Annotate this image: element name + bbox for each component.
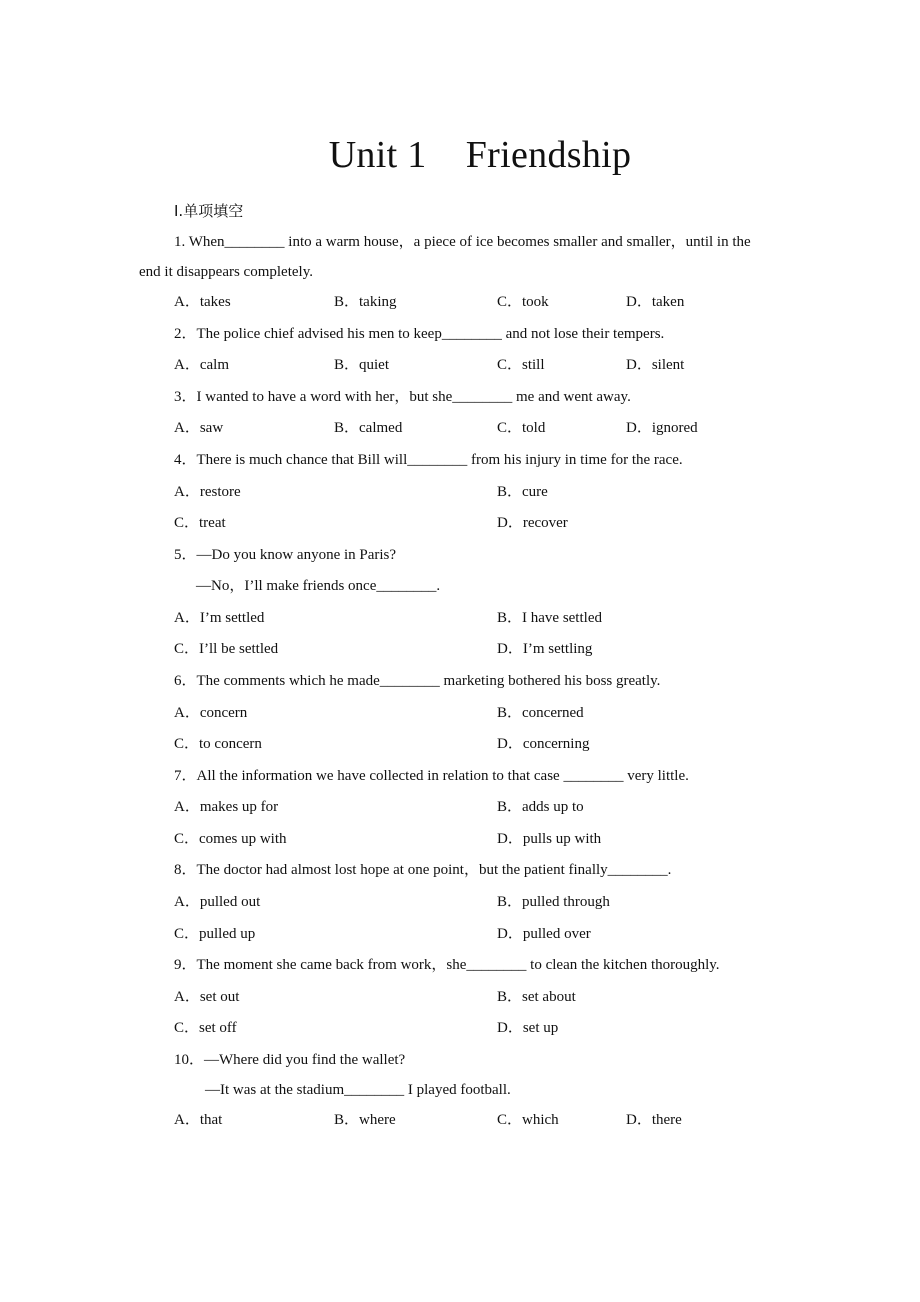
question-7-option-d: D．pulls up with — [497, 831, 602, 847]
page-title: Unit 1 Friendship — [328, 134, 632, 176]
question-6-option-a: A．concern — [174, 705, 248, 721]
question-6-option-b: B．concerned — [497, 705, 584, 721]
question-6-option-c: C．to concern — [174, 736, 262, 752]
question-8-stem: 8．The doctor had almost lost hope at one point，but the patient finally________. — [174, 862, 672, 878]
question-3-option-b: B．calmed — [334, 420, 403, 436]
question-7-option-b: B．adds up to — [497, 799, 584, 815]
question-1-option-d: D．taken — [626, 294, 685, 310]
question-5-stem-line-2: —No，I’ll make friends once________. — [196, 578, 441, 594]
question-1-option-c: C．took — [497, 294, 549, 310]
question-1-stem-line-1: 1. When________ into a warm house，a piece of ice becomes smaller and smaller，until in the — [174, 234, 751, 250]
question-9-option-a: A．set out — [174, 989, 240, 1005]
question-1-option-a: A．takes — [174, 294, 231, 310]
question-10-option-d: D．there — [626, 1112, 682, 1128]
question-4-stem: 4．There is much chance that Bill will________ from his injury in time for the race. — [174, 452, 683, 468]
question-1-option-b: B．taking — [334, 294, 397, 310]
question-7-option-c: C．comes up with — [174, 831, 287, 847]
question-6-option-d: D．concerning — [497, 736, 590, 752]
question-4-option-b: B．cure — [497, 484, 548, 500]
question-5-option-d: D．I’m settling — [497, 641, 593, 657]
question-9-option-c: C．set off — [174, 1020, 237, 1036]
question-3-option-c: C．told — [497, 420, 546, 436]
question-2-stem: 2．The police chief advised his men to keep________ and not lose their tempers. — [174, 326, 665, 342]
question-10-option-a: A．that — [174, 1112, 223, 1128]
question-10-option-c: C．which — [497, 1112, 559, 1128]
question-3-option-d: D．ignored — [626, 420, 698, 436]
question-9-stem: 9．The moment she came back from work，she________ to clean the kitchen thoroughly. — [174, 957, 720, 973]
question-9-option-b: B．set about — [497, 989, 576, 1005]
question-8-option-c: C．pulled up — [174, 926, 256, 942]
question-2-option-b: B．quiet — [334, 357, 389, 373]
question-8-option-d: D．pulled over — [497, 926, 591, 942]
question-3-stem: 3．I wanted to have a word with her，but she________ me and went away. — [174, 389, 631, 405]
question-4-option-d: D．recover — [497, 515, 568, 531]
question-2-option-d: D．silent — [626, 357, 685, 373]
question-4-option-a: A．restore — [174, 484, 241, 500]
question-5-stem-line-1: 5．—Do you know anyone in Paris? — [174, 547, 397, 563]
question-8-option-a: A．pulled out — [174, 894, 261, 910]
question-5-option-b: B．I have settled — [497, 610, 602, 626]
section-heading: Ⅰ.单项填空 — [174, 202, 244, 220]
question-5-option-a: A．I’m settled — [174, 610, 265, 626]
question-5-option-c: C．I’ll be settled — [174, 641, 279, 657]
question-10-stem-line-2: —It was at the stadium________ I played football. — [205, 1082, 511, 1098]
question-10-stem-line-1: 10．—Where did you find the wallet? — [174, 1052, 406, 1068]
question-6-stem: 6．The comments which he made________ marketing bothered his boss greatly. — [174, 673, 661, 689]
question-1-stem-line-2: end it disappears completely. — [139, 264, 313, 280]
question-3-option-a: A．saw — [174, 420, 224, 436]
question-8-option-b: B．pulled through — [497, 894, 610, 910]
question-7-stem: 7．All the information we have collected in relation to that case ________ very little. — [174, 768, 689, 784]
question-2-option-a: A．calm — [174, 357, 229, 373]
question-10-option-b: B．where — [334, 1112, 396, 1128]
question-2-option-c: C．still — [497, 357, 545, 373]
question-7-option-a: A．makes up for — [174, 799, 279, 815]
question-9-option-d: D．set up — [497, 1020, 559, 1036]
question-4-option-c: C．treat — [174, 515, 226, 531]
